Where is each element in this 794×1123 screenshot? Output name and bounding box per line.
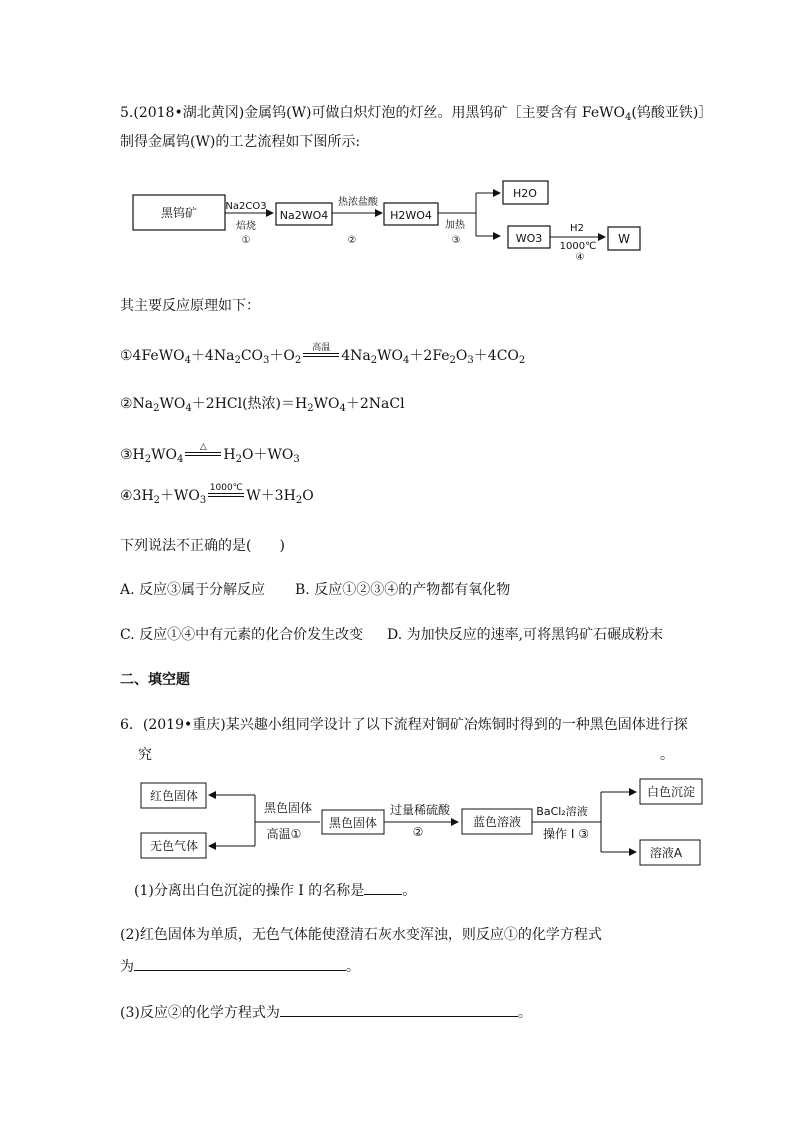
svg-text:加热: 加热 (445, 220, 465, 231)
q5-stem-line1: 5.(2018•湖北黄冈)金属钨(W)可做白炽灯泡的灯丝。用黑钨矿［主要含有 FeWO$_4$(钨酸亚铁)］ (120, 105, 713, 123)
equation-4: $④3H_2+WO_3$ 1000℃ $W+3H_2O$ (120, 483, 314, 506)
ore-label: 黑钨矿 (160, 206, 198, 220)
svg-text:WO3: WO3 (515, 232, 543, 245)
equation-1: $①4FeWO_4+4Na_2CO_3+O_2$ 高温 $4Na_2WO_4+2Fe_2O_3+4CO_2$ (120, 343, 526, 366)
svg-text:溶液A: 溶液A (649, 846, 683, 860)
svg-text:高温①: 高温① (266, 827, 302, 841)
q6-stem-line1: 6．(2019•重庆)某兴趣小组同学设计了以下流程对铜矿冶炼铜时得到的一种黑色固体进行探 (120, 717, 688, 733)
svg-text:Na2CO3: Na2CO3 (225, 201, 267, 212)
svg-text:H2: H2 (570, 223, 584, 234)
equation-2: $②Na_2WO_4+2HCl$(热浓)$=H_2WO_4+2NaCl$ (120, 396, 405, 414)
q6-subquestion-2-answer: 为 。 (120, 956, 360, 977)
svg-text:热浓盐酸: 热浓盐酸 (338, 197, 378, 208)
q5-stem-line2: 制得金属钨(W)的工艺流程如下图所示: (120, 134, 361, 150)
svg-text:蓝色溶液: 蓝色溶液 (472, 815, 522, 829)
equation-3: $③H_2WO_4$ △ $H_2O+WO_3$ (120, 442, 300, 465)
svg-text:黑色固体: 黑色固体 (263, 801, 313, 815)
svg-text:H2O: H2O (513, 187, 537, 200)
svg-text:过量稀硫酸: 过量稀硫酸 (389, 803, 451, 817)
q6-subquestion-2: (2)红色固体为单质，无色气体能使澄清石灰水变浑浊，则反应①的化学方程式 (120, 927, 602, 943)
svg-text:W: W (618, 232, 630, 246)
q6-subquestion-1: (1)分离出白色沉淀的操作 I 的名称是 。 (134, 880, 416, 901)
option-c[interactable]: C. 反应①④中有元素的化合价发生改变 (120, 627, 364, 643)
svg-text:①: ① (241, 235, 251, 246)
answer-blank-3[interactable] (280, 1002, 518, 1017)
option-d[interactable]: D. 为加快反应的速率,可将黑钨矿石碾成粉末 (387, 627, 664, 643)
svg-text:③: ③ (451, 235, 461, 246)
option-b[interactable]: B. 反应①②③④的产物都有氧化物 (295, 582, 511, 598)
svg-text:白色沉淀: 白色沉淀 (646, 785, 696, 799)
svg-text:②: ② (347, 235, 357, 246)
section-title: 二、填空题 (120, 672, 190, 688)
svg-text:操作 I ③: 操作 I ③ (543, 827, 589, 841)
svg-text:②: ② (412, 825, 424, 839)
q6-subquestion-3: (3)反应②的化学方程式为 。 (120, 1002, 532, 1023)
svg-text:黑色固体: 黑色固体 (328, 816, 378, 830)
svg-text:无色气体: 无色气体 (149, 839, 199, 853)
svg-text:④: ④ (575, 252, 585, 263)
svg-text:1000℃: 1000℃ (559, 241, 597, 252)
principle-title: 其主要反应原理如下： (120, 298, 260, 314)
answer-blank-1[interactable] (364, 880, 402, 895)
svg-text:H2WO4: H2WO4 (390, 209, 432, 222)
option-a[interactable]: A. 反应③属于分解反应 (120, 582, 266, 598)
answer-blank-2[interactable] (134, 956, 346, 971)
svg-text:红色固体: 红色固体 (149, 789, 199, 803)
svg-text:焙烧: 焙烧 (236, 221, 256, 232)
svg-text:Na2WO4: Na2WO4 (279, 209, 329, 222)
q6-stem-line2: 究 (138, 747, 152, 763)
svg-text:BaCl₂溶液: BaCl₂溶液 (536, 805, 588, 818)
q6-stem-period: 。 (660, 747, 674, 763)
q5-question: 下列说法不正确的是( ) (120, 538, 285, 554)
